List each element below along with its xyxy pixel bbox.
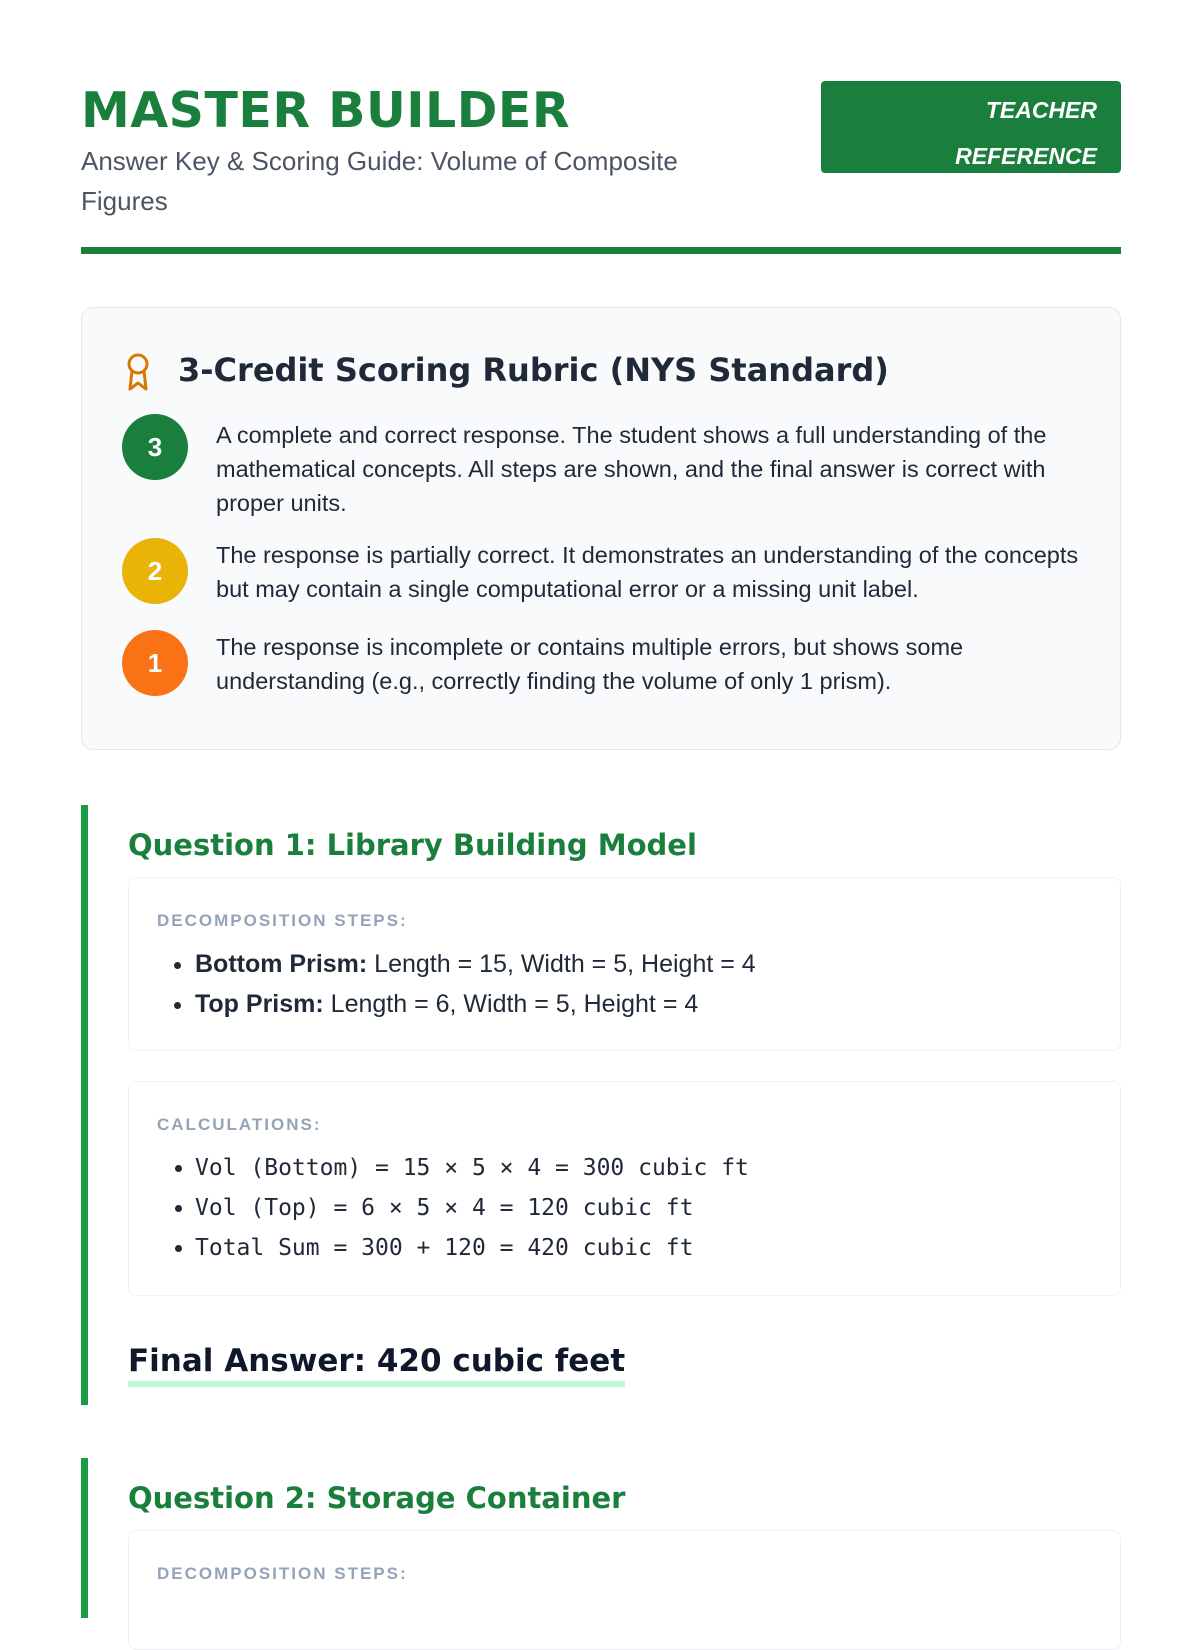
decomposition-panel [128, 877, 1121, 1051]
final-answer: Final Answer: 420 cubic feet [128, 1341, 625, 1387]
question-2-section [81, 1458, 1128, 1618]
list-item: • Total Sum = 300 + 120 = 420 cubic ft [195, 1228, 749, 1268]
teacher-reference-badge [821, 81, 1121, 173]
question-title: Question 1: Library Building Model [128, 828, 697, 862]
score-description: A complete and correct response. The student shows a full understanding of the mathematical concepts. All steps are shown, and the final answer is correct with proper units. [216, 422, 1047, 516]
question-1-section [81, 805, 1128, 1405]
decomposition-panel [128, 1530, 1121, 1650]
score-badge: 2 [122, 538, 188, 604]
award-ribbon-icon [124, 352, 152, 392]
prism-name: Top Prism: [195, 990, 324, 1018]
answer-key-page [81, 0, 1121, 1583]
calculations-list [169, 1148, 749, 1268]
badge-line-1: TEACHER [985, 97, 1097, 123]
badge-line-2: REFERENCE [955, 143, 1097, 169]
list-item [195, 984, 756, 1024]
rubric-title: 3-Credit Scoring Rubric (NYS Standard) [178, 351, 889, 389]
page-header [81, 0, 1121, 254]
panel-label: DECOMPOSITION STEPS: [157, 1564, 408, 1583]
scoring-rubric-card [81, 307, 1121, 750]
score-badge: 1 [122, 630, 188, 696]
score-description: The response is incomplete or contains multiple errors, but shows some understanding (e.g., correctly finding the volume of only 1 prism). [216, 634, 964, 694]
list-item [195, 944, 756, 984]
panel-label: DECOMPOSITION STEPS: [157, 911, 408, 930]
calculations-panel [128, 1081, 1121, 1296]
prism-dimensions: Length = 6, Width = 5, Height = 4 [323, 990, 699, 1018]
score-description: The response is partially correct. It demonstrates an understanding of the concepts but may contain a single computational error or a missing unit label. [216, 542, 1079, 602]
prism-dimensions: Length = 15, Width = 5, Height = 4 [367, 950, 756, 978]
decomposition-list [169, 944, 756, 1024]
list-item: • Vol (Top) = 6 × 5 × 4 = 120 cubic ft [195, 1188, 749, 1228]
page-title: MASTER BUILDER [81, 82, 571, 139]
score-badge: 3 [122, 414, 188, 480]
question-title: Question 2: Storage Container [128, 1481, 626, 1515]
header-divider [81, 247, 1121, 254]
page-subtitle: Answer Key & Scoring Guide: Volume of Composite Figures [81, 146, 678, 216]
panel-label: CALCULATIONS: [157, 1115, 322, 1134]
prism-name: Bottom Prism: [195, 950, 368, 978]
list-item: • Vol (Bottom) = 15 × 5 × 4 = 300 cubic ft [195, 1148, 749, 1188]
